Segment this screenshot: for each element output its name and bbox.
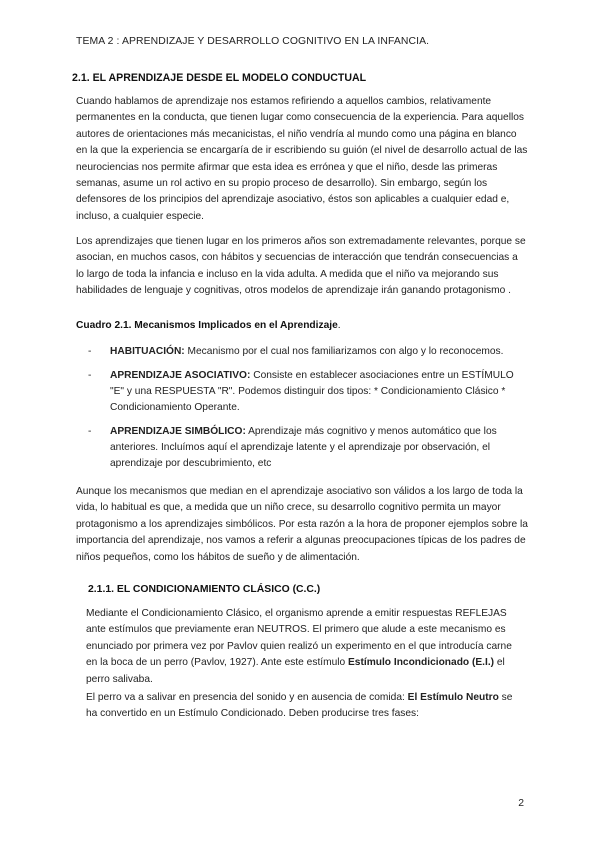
paragraph-3: Aunque los mecanismos que median en el aprendizaje asociativo son válidos a los largo de toda la vida, lo habitual es que, a medida que un niño crece, su desarrollo cognitivo permita un mayor protagonismo a los aprendizajes simbólicos. Por esta razón a la hora de proponer ejemplos sobre la importancia del aprendizaje, nos vamos a referir a algunas preocupaciones típicas de los padres de niños pequeños, como los hábitos de sueño y de alimentación. bbox=[76, 486, 528, 563]
page-number: 2 bbox=[518, 798, 524, 809]
subsection-paragraph-1 bbox=[86, 606, 526, 688]
mechanisms-list bbox=[88, 344, 528, 480]
list-item bbox=[88, 368, 528, 416]
section-heading: 2.1. EL APRENDIZAJE DESDE EL MODELO CONDUCTUAL bbox=[72, 72, 367, 84]
list-item-label: APRENDIZAJE SIMBÓLICO: bbox=[110, 426, 246, 437]
p4-bold: Estímulo Incondicionado (E.I.) bbox=[348, 657, 495, 669]
p5-text-2: se ha convertido en un Estímulo Condicionado. Deben producirse tres fases: bbox=[86, 692, 513, 720]
cuadro-title-text: Cuadro 2.1. Mecanismos Implicados en el Aprendizaje bbox=[76, 320, 338, 331]
list-dash: - bbox=[88, 346, 92, 357]
subsection-heading: 2.1.1. EL CONDICIONAMIENTO CLÁSICO (C.C.) bbox=[88, 584, 321, 595]
subsection-paragraph-2 bbox=[86, 690, 526, 723]
p4-text-2: el perro salivaba. bbox=[86, 657, 505, 685]
page-header: TEMA 2 : APRENDIZAJE Y DESARROLLO COGNITIVO EN LA INFANCIA. bbox=[76, 36, 430, 47]
section-paragraph-1: Cuando hablamos de aprendizaje nos estamos refiriendo a aquellos cambios, relativamente permanentes en la conducta, que tienen lugar como consecuencia de la experiencia. Para aquellos autores de orientaciones más mecanicistas, el niño vendría al mundo como una página en blanco en la que la experiencia se encargaría de ir escribiendo su guión (el nivel de desarrollo actual de las neurociencias nos permite afirmar que esta idea es errónea y que el niño, desde las primeras semanas, asume un rol activo en su propio proceso de desarrollo). Sin embargo, según los defensores de los principios del aprendizaje asociativo, éstos son aplicables a cualquier edad e, incluso, a cualquier especie. bbox=[76, 96, 528, 222]
cuadro-title-suffix: . bbox=[337, 320, 341, 331]
list-item bbox=[88, 344, 528, 360]
p5-bold: El Estímulo Neutro bbox=[407, 692, 499, 703]
list-item-text: Consiste en establecer asociaciones entre un ESTÍMULO "E" y una RESPUESTA "R". Podemos distinguir dos tipos: * Condicionamiento Clásico * Condicionamiento Operante. bbox=[110, 370, 514, 413]
list-item-text: Mecanismo por el cual nos familiarizamos con algo y lo reconocemos. bbox=[184, 346, 504, 357]
list-item-text: Aprendizaje más cognitivo y menos automático que los anteriores. Incluímos aquí el aprendizaje latente y el aprendizaje por observación, el aprendizaje por descubrimiento, etc bbox=[110, 426, 497, 469]
list-dash: - bbox=[88, 370, 92, 381]
p4-text-1: Mediante el Condicionamiento Clásico, el organismo aprende a emitir respuestas REFLEJAS ante estímulos que previamente eran NEUTROS. El primero que alude a este mecanismo es enunciado por primera vez por Pavlov quien realizó un experimento en el que introducía carne en la boca de un perro (Pavlov, 1927). Ante este estímulo bbox=[86, 608, 512, 669]
list-dash: - bbox=[88, 426, 92, 437]
cuadro-title bbox=[76, 320, 341, 331]
section-paragraph-2: Los aprendizajes que tienen lugar en los primeros años son extremadamente relevantes, porque se asocian, en muchos casos, con hábitos y secuencias de interacción que tendrán consecuencias a lo largo de toda la infancia e incluso en la vida adulta. A medida que el niño va mejorando sus habilidades de lenguaje y cognitivas, otros modelos de aprendizaje irán ganando protagonismo . bbox=[76, 236, 526, 297]
list-item-label: APRENDIZAJE ASOCIATIVO: bbox=[110, 370, 251, 381]
list-item bbox=[88, 424, 528, 472]
list-item-label: HABITUACIÓN: bbox=[110, 346, 185, 357]
p5-text-1: El perro va a salivar en presencia del sonido y en ausencia de comida: bbox=[86, 692, 408, 703]
